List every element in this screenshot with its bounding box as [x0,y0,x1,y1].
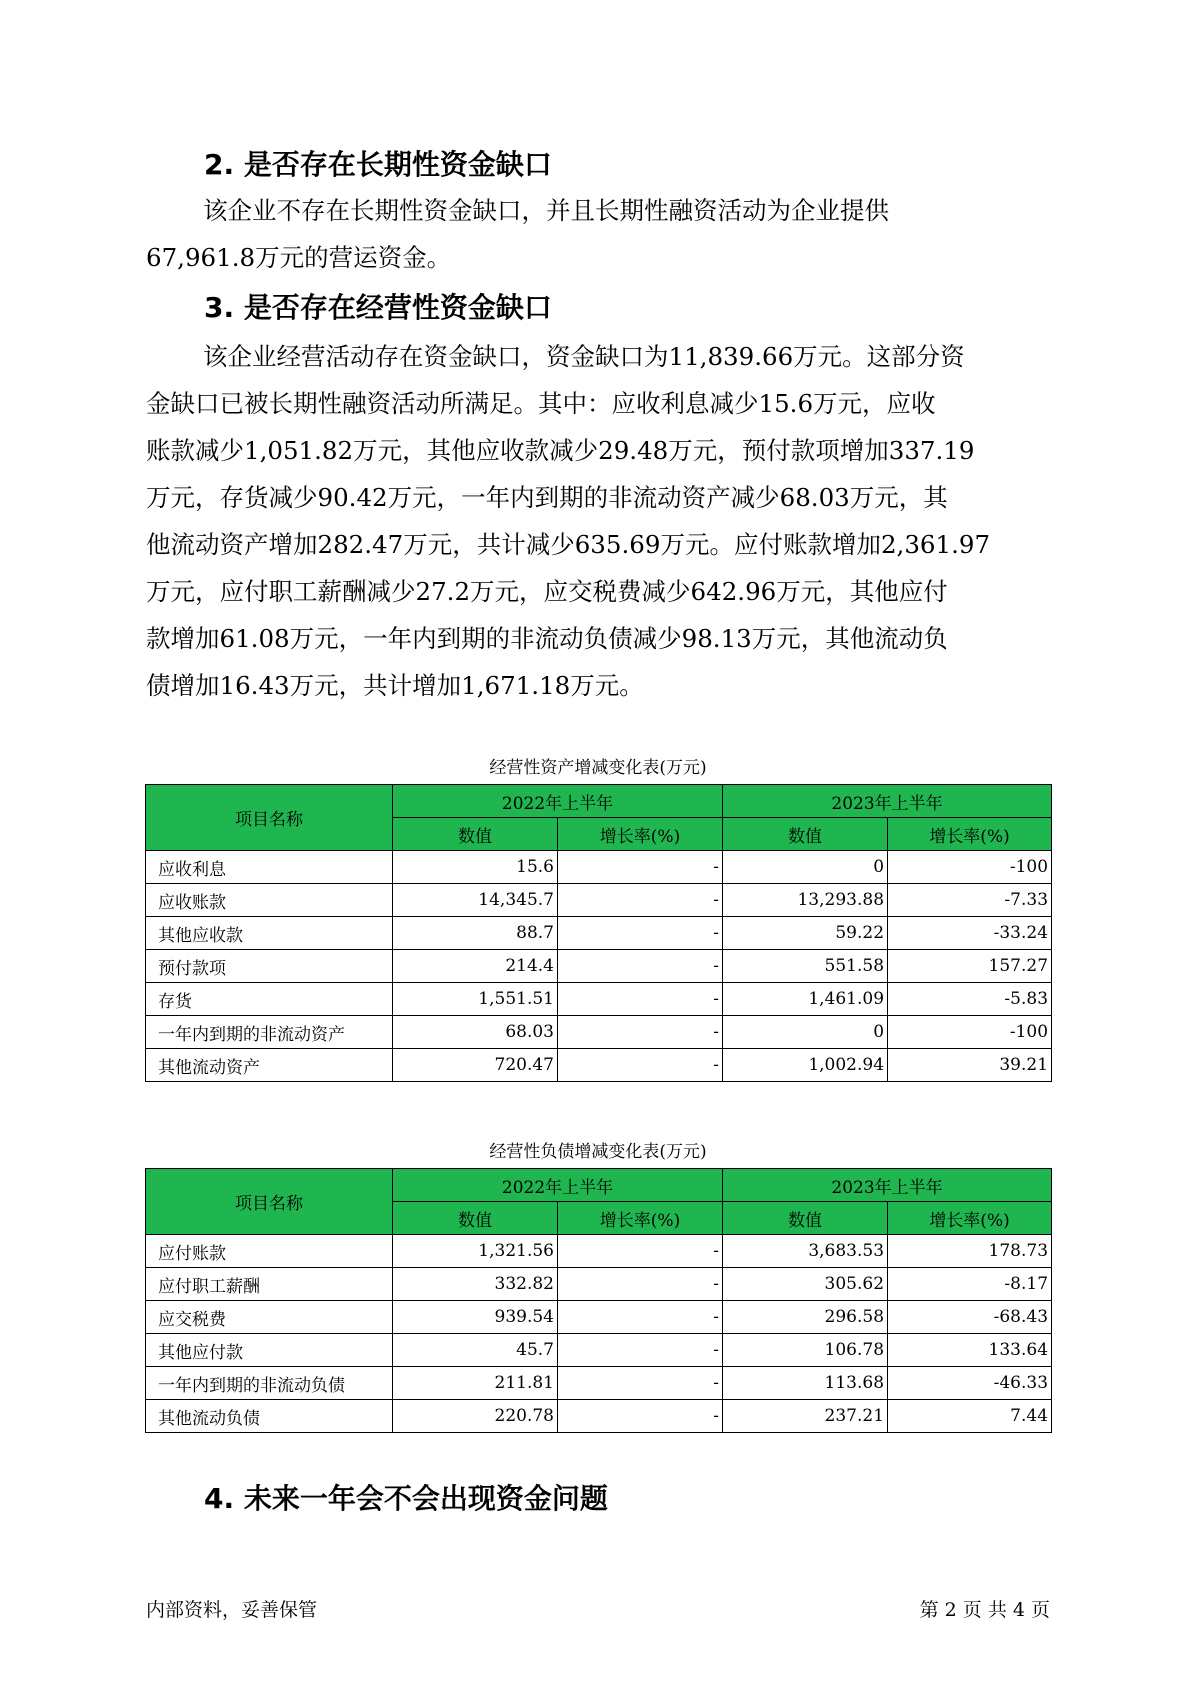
row-name: 存货 [146,983,393,1016]
paragraph-line: 该企业不存在长期性资金缺口，并且长期性融资活动为企业提供 [203,196,889,225]
cell-rate-2022: - [558,917,723,950]
table-row [146,1016,1052,1049]
cell-value-2023: 13,293.88 [723,884,888,917]
row-name: 其他应付款 [146,1334,393,1367]
row-name: 其他流动负债 [146,1400,393,1433]
cell-value-2023: 106.78 [723,1334,888,1367]
section-2-heading: 2. 是否存在长期性资金缺口 [204,148,552,181]
paragraph-line: 该企业经营活动存在资金缺口，资金缺口为11,839.66万元。这部分资 [203,342,965,371]
cell-rate-2022: - [558,851,723,884]
cell-value-2023: 237.21 [723,1400,888,1433]
table-row [146,1049,1052,1082]
cell-rate-2023: -100 [888,1016,1052,1049]
cell-value-2022: 211.81 [393,1367,558,1400]
col-header-rate: 增长率(%) [888,1202,1052,1235]
cell-value-2023: 0 [723,1016,888,1049]
cell-rate-2022: - [558,1268,723,1301]
table-row [146,884,1052,917]
col-header-item: 项目名称 [146,1169,393,1235]
cell-rate-2023: 157.27 [888,950,1052,983]
table-row [146,1334,1052,1367]
table-row [146,1400,1052,1433]
row-name: 一年内到期的非流动负债 [146,1367,393,1400]
col-header-rate: 增长率(%) [888,818,1052,851]
cell-rate-2022: - [558,1301,723,1334]
assets-table [145,784,1052,1082]
cell-rate-2023: -8.17 [888,1268,1052,1301]
cell-value-2022: 220.78 [393,1400,558,1433]
cell-value-2023: 59.22 [723,917,888,950]
cell-value-2022: 720.47 [393,1049,558,1082]
row-name: 应交税费 [146,1301,393,1334]
cell-value-2022: 88.7 [393,917,558,950]
cell-value-2023: 296.58 [723,1301,888,1334]
section-4-heading: 4. 未来一年会不会出现资金问题 [204,1482,608,1515]
paragraph-line: 账款减少1,051.82万元，其他应收款减少29.48万元，预付款项增加337.19 [146,436,975,465]
cell-rate-2022: - [558,884,723,917]
col-header-item: 项目名称 [146,785,393,851]
col-header-period: 2023年上半年 [723,785,1052,818]
col-header-value: 数值 [723,818,888,851]
cell-value-2023: 0 [723,851,888,884]
cell-value-2022: 68.03 [393,1016,558,1049]
table-row [146,1301,1052,1334]
cell-value-2022: 1,321.56 [393,1235,558,1268]
cell-value-2023: 305.62 [723,1268,888,1301]
assets-table-caption: 经营性资产增减变化表(万元) [489,758,707,778]
row-name: 其他流动资产 [146,1049,393,1082]
row-name: 一年内到期的非流动资产 [146,1016,393,1049]
paragraph-line: 金缺口已被长期性融资活动所满足。其中：应收利息减少15.6万元，应收 [146,389,936,418]
cell-rate-2022: - [558,1235,723,1268]
cell-value-2022: 332.82 [393,1268,558,1301]
cell-rate-2022: - [558,1016,723,1049]
cell-value-2022: 1,551.51 [393,983,558,1016]
cell-value-2022: 14,345.7 [393,884,558,917]
paragraph-line: 67,961.8万元的营运资金。 [146,243,452,272]
col-header-value: 数值 [393,1202,558,1235]
table-row [146,983,1052,1016]
table-row [146,1367,1052,1400]
cell-rate-2023: -5.83 [888,983,1052,1016]
table-row [146,1235,1052,1268]
cell-value-2022: 15.6 [393,851,558,884]
col-header-period: 2023年上半年 [723,1169,1052,1202]
table-row [146,851,1052,884]
cell-rate-2023: -68.43 [888,1301,1052,1334]
table-row [146,917,1052,950]
row-name: 应付账款 [146,1235,393,1268]
cell-rate-2023: 178.73 [888,1235,1052,1268]
footer-page-number: 第 2 页 共 4 页 [919,1599,1050,1621]
col-header-value: 数值 [393,818,558,851]
row-name: 预付款项 [146,950,393,983]
cell-rate-2023: 39.21 [888,1049,1052,1082]
cell-value-2022: 214.4 [393,950,558,983]
section-3-paragraph [146,333,1046,709]
cell-rate-2022: - [558,1049,723,1082]
cell-rate-2023: -7.33 [888,884,1052,917]
cell-rate-2023: -46.33 [888,1367,1052,1400]
cell-value-2022: 939.54 [393,1301,558,1334]
paragraph-line: 款增加61.08万元，一年内到期的非流动负债减少98.13万元，其他流动负 [146,624,948,653]
paragraph-line: 万元，存货减少90.42万元，一年内到期的非流动资产减少68.03万元，其 [146,483,948,512]
cell-value-2023: 551.58 [723,950,888,983]
liabilities-table-caption: 经营性负债增减变化表(万元) [489,1142,707,1162]
table-row [146,1268,1052,1301]
col-header-rate: 增长率(%) [558,818,723,851]
cell-value-2023: 1,461.09 [723,983,888,1016]
cell-rate-2022: - [558,950,723,983]
row-name: 应收账款 [146,884,393,917]
cell-rate-2022: - [558,983,723,1016]
footer-confidential-note: 内部资料，妥善保管 [146,1599,318,1621]
col-header-rate: 增长率(%) [558,1202,723,1235]
cell-rate-2023: -33.24 [888,917,1052,950]
table-row [146,950,1052,983]
cell-rate-2022: - [558,1367,723,1400]
cell-value-2022: 45.7 [393,1334,558,1367]
cell-value-2023: 113.68 [723,1367,888,1400]
cell-rate-2022: - [558,1400,723,1433]
col-header-period: 2022年上半年 [393,785,723,818]
section-2-paragraph [146,187,1046,281]
cell-rate-2022: - [558,1334,723,1367]
cell-rate-2023: 7.44 [888,1400,1052,1433]
col-header-period: 2022年上半年 [393,1169,723,1202]
cell-rate-2023: 133.64 [888,1334,1052,1367]
section-3-heading: 3. 是否存在经营性资金缺口 [204,291,552,324]
cell-rate-2023: -100 [888,851,1052,884]
liabilities-table [145,1168,1052,1433]
row-name: 其他应收款 [146,917,393,950]
paragraph-line: 他流动资产增加282.47万元，共计减少635.69万元。应付账款增加2,361.97 [146,530,991,559]
cell-value-2023: 3,683.53 [723,1235,888,1268]
col-header-value: 数值 [723,1202,888,1235]
paragraph-line: 债增加16.43万元，共计增加1,671.18万元。 [146,671,644,700]
paragraph-line: 万元，应付职工薪酬减少27.2万元，应交税费减少642.96万元，其他应付 [146,577,948,606]
row-name: 应收利息 [146,851,393,884]
cell-value-2023: 1,002.94 [723,1049,888,1082]
row-name: 应付职工薪酬 [146,1268,393,1301]
